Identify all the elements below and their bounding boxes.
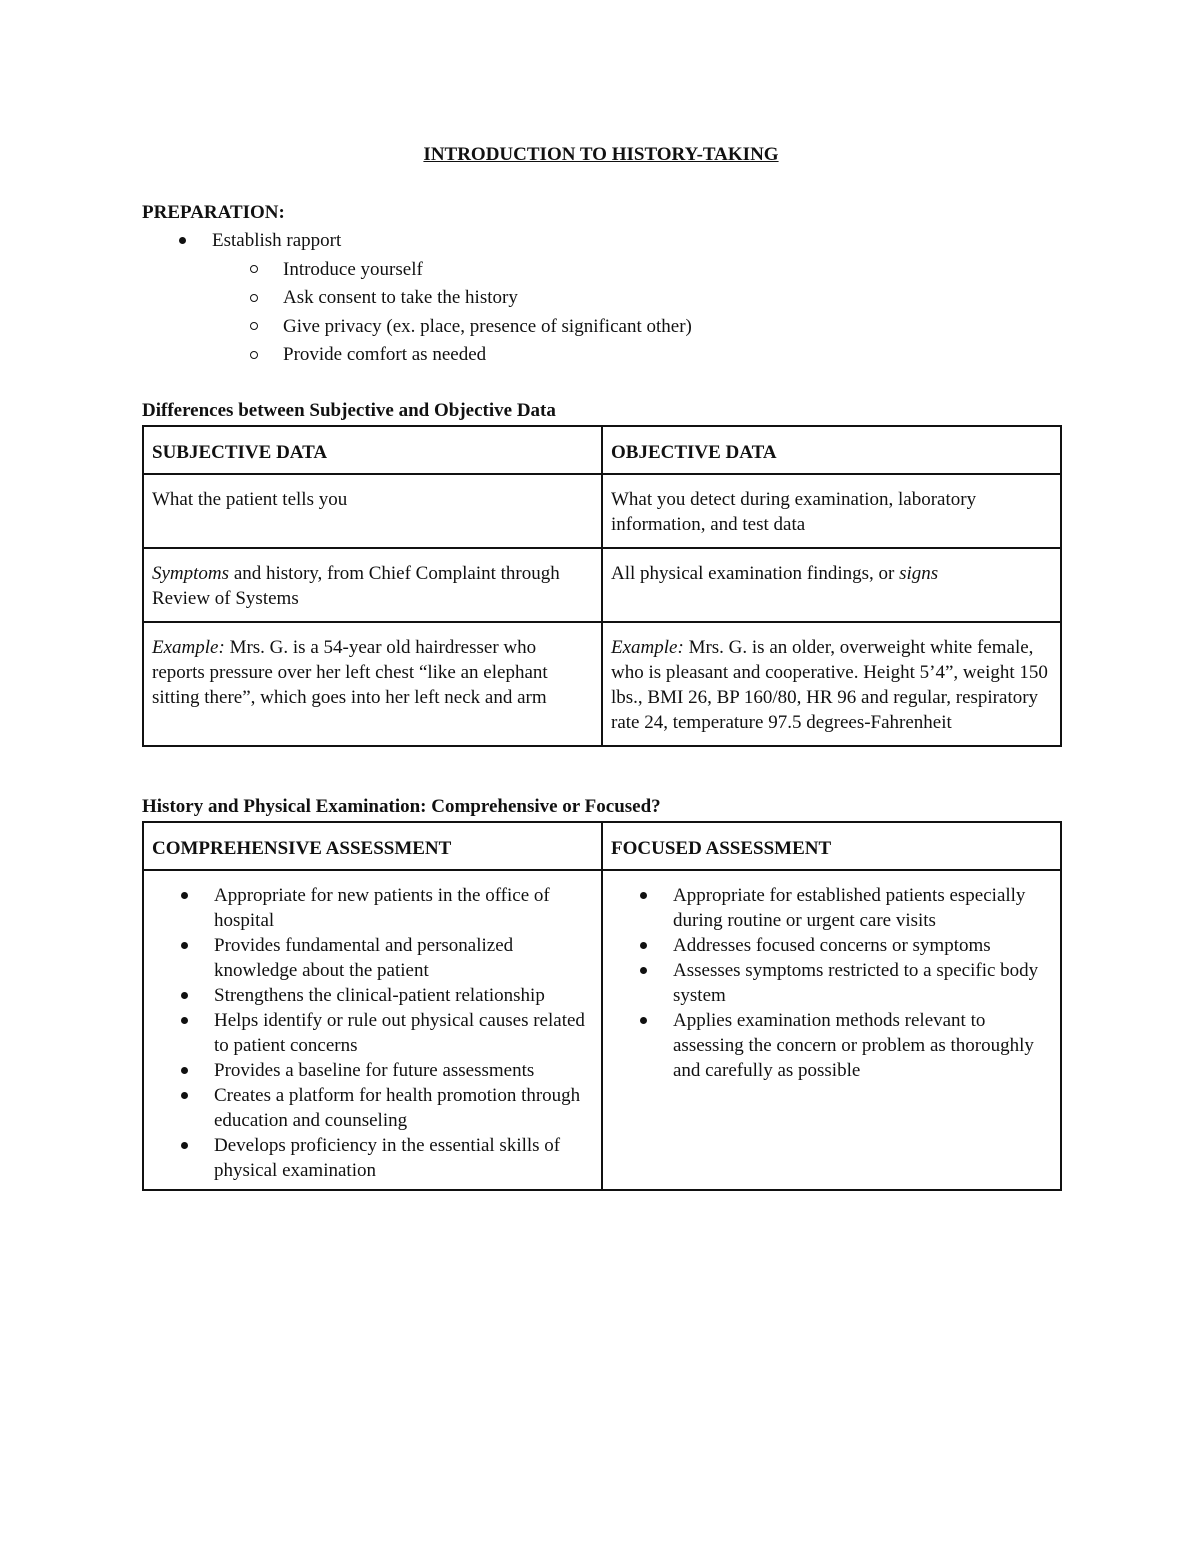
- assessment-heading: History and Physical Examination: Comprehensive or Focused?: [142, 796, 661, 817]
- list-item-text: Assesses symptoms restricted to a specific body system: [673, 960, 1039, 1006]
- list-item: [144, 883, 593, 933]
- list-item-text: Provides fundamental and personalized knowledge about the patient: [214, 935, 514, 981]
- bullet-icon: [181, 992, 188, 999]
- table-cell: [602, 622, 1061, 746]
- bullet-icon: [640, 1017, 647, 1024]
- table-row: [143, 870, 1061, 1190]
- table-cell: [602, 870, 1061, 1190]
- list-item: [144, 933, 593, 983]
- column-header-focused: FOCUSED ASSESSMENT: [602, 822, 1061, 870]
- bullet-icon: [181, 942, 188, 949]
- list-item: [142, 314, 692, 343]
- cell-text: Mrs. G. is an older, overweight white female, who is pleasant and cooperative. Height 5’4”, weight 150 lbs., BMI 26, BP 160/80, HR 96 and regular, respiratory rate 24, temperature 97.5 degrees-Fahrenheit: [611, 637, 1048, 733]
- table-row: [143, 622, 1061, 746]
- list-item: [603, 933, 1052, 958]
- list-item-text: Develops proficiency in the essential skills of physical examination: [214, 1135, 561, 1181]
- bullet-icon: [181, 1142, 188, 1149]
- column-header-objective: OBJECTIVE DATA: [602, 426, 1061, 474]
- list-item: [144, 1133, 593, 1183]
- preparation-list: [142, 228, 692, 371]
- list-item: [603, 1008, 1052, 1083]
- table-header-row: [143, 426, 1061, 474]
- list-item: [603, 958, 1052, 1008]
- hollow-bullet-icon: [250, 351, 258, 359]
- focused-list: [603, 883, 1052, 1083]
- bullet-icon: [181, 892, 188, 899]
- table-row: [143, 548, 1061, 622]
- emphasis-text: Symptoms: [152, 563, 230, 584]
- bullet-icon: [640, 942, 647, 949]
- list-item: [144, 983, 593, 1008]
- emphasis-text: signs: [899, 563, 939, 584]
- example-label: Example:: [611, 637, 684, 658]
- table-cell: [143, 870, 602, 1190]
- list-item-text: Creates a platform for health promotion through education and counseling: [214, 1085, 581, 1131]
- table-cell: What the patient tells you: [143, 474, 602, 548]
- list-item: [142, 285, 692, 314]
- preparation-heading: PREPARATION:: [142, 202, 285, 223]
- table-cell: [143, 548, 602, 622]
- cell-text: and history, from Chief Complaint through Review of Systems: [152, 563, 560, 609]
- list-item-text: Addresses focused concerns or symptoms: [673, 935, 991, 956]
- table-cell: What you detect during examination, laboratory information, and test data: [602, 474, 1061, 548]
- list-item-text: Applies examination methods relevant to assessing the concern or problem as thoroughly and carefully as possible: [673, 1010, 1034, 1081]
- list-item: [144, 1008, 593, 1058]
- comprehensive-list: [144, 883, 593, 1183]
- list-item-text: Strengthens the clinical-patient relationship: [214, 985, 545, 1006]
- cell-text: Mrs. G. is a 54-year old hairdresser who reports pressure over her left chest “like an elephant sitting there”, which goes into her left neck and arm: [152, 637, 548, 708]
- list-item: [603, 883, 1052, 933]
- list-item: [142, 228, 692, 257]
- list-item-text: Establish rapport: [212, 230, 342, 251]
- table-row: [143, 474, 1061, 548]
- column-header-comprehensive: COMPREHENSIVE ASSESSMENT: [143, 822, 602, 870]
- list-item-text: Ask consent to take the history: [283, 287, 518, 308]
- bullet-icon: [179, 237, 186, 244]
- list-item-text: Appropriate for new patients in the office of hospital: [214, 885, 550, 931]
- hollow-bullet-icon: [250, 322, 258, 330]
- bullet-icon: [640, 967, 647, 974]
- table-cell: [143, 622, 602, 746]
- table-header-row: [143, 822, 1061, 870]
- list-item-text: Helps identify or rule out physical causes related to patient concerns: [214, 1010, 585, 1056]
- list-item-text: Give privacy (ex. place, presence of significant other): [283, 315, 692, 337]
- list-item: [144, 1083, 593, 1133]
- example-label: Example:: [152, 637, 225, 658]
- list-item-text: Provide comfort as needed: [283, 344, 487, 365]
- bullet-icon: [181, 1092, 188, 1099]
- list-item-text: Appropriate for established patients especially during routine or urgent care visits: [673, 885, 1026, 931]
- assessment-table: [142, 821, 1062, 1191]
- list-item-text: Provides a baseline for future assessments: [214, 1060, 535, 1081]
- cell-text: All physical examination findings, or: [611, 563, 900, 584]
- bullet-icon: [181, 1017, 188, 1024]
- bullet-icon: [640, 892, 647, 899]
- list-item: [142, 342, 692, 371]
- bullet-icon: [181, 1067, 188, 1074]
- subjective-objective-table: [142, 425, 1062, 747]
- list-item-text: Introduce yourself: [283, 258, 423, 280]
- subjective-objective-heading: Differences between Subjective and Objective Data: [142, 400, 556, 421]
- hollow-bullet-icon: [250, 265, 258, 273]
- column-header-subjective: SUBJECTIVE DATA: [143, 426, 602, 474]
- list-item: [144, 1058, 593, 1083]
- document-title: INTRODUCTION TO HISTORY-TAKING: [423, 144, 779, 165]
- table-cell: [602, 548, 1061, 622]
- hollow-bullet-icon: [250, 294, 258, 302]
- list-item: [142, 257, 692, 286]
